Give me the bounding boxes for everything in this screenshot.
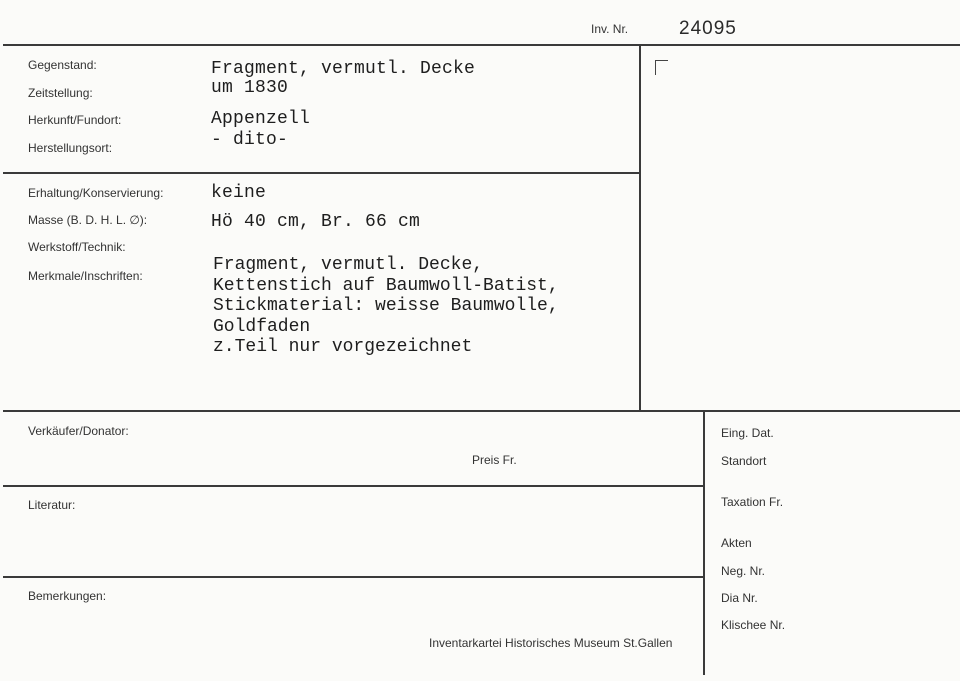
- herkunft-label: Herkunft/Fundort:: [28, 113, 122, 127]
- erhaltung-value: keine: [211, 183, 267, 203]
- verkaeufer-label: Verkäufer/Donator:: [28, 424, 129, 438]
- divider-middle: [3, 410, 960, 412]
- masse-label: Masse (B. D. H. L. ∅):: [28, 213, 148, 227]
- masse-value: Hö 40 cm, Br. 66 cm: [211, 212, 421, 232]
- merkmale-label: Merkmale/Inschriften:: [28, 269, 143, 283]
- bemerkungen-label: Bemerkungen:: [28, 589, 107, 603]
- literatur-label: Literatur:: [28, 498, 76, 512]
- standort-label: Standort: [721, 454, 767, 468]
- divider-admin: [703, 410, 705, 675]
- card-footer: Inventarkartei Historisches Museum St.Gallen: [429, 636, 673, 650]
- zeitstellung-value: um 1830: [211, 78, 289, 98]
- gegenstand-value: Fragment, vermutl. Decke: [211, 59, 476, 79]
- description-line: Fragment, vermutl. Decke,: [213, 255, 484, 275]
- taxation-label: Taxation Fr.: [721, 495, 784, 509]
- zeitstellung-label: Zeitstellung:: [28, 86, 93, 100]
- erhaltung-label: Erhaltung/Konservierung:: [28, 186, 164, 200]
- divider-object: [3, 172, 641, 174]
- description-line: Kettenstich auf Baumwoll-Batist,: [213, 275, 559, 296]
- gegenstand-label: Gegenstand:: [28, 58, 97, 72]
- photo-corner-mark: [655, 60, 668, 75]
- neg-nr-label: Neg. Nr.: [721, 564, 766, 578]
- klischee-nr-label: Klischee Nr.: [721, 618, 786, 632]
- description-block: [213, 255, 559, 358]
- dia-nr-label: Dia Nr.: [721, 591, 758, 605]
- description-line: Goldfaden: [213, 316, 311, 337]
- divider-top: [3, 44, 960, 46]
- akten-label: Akten: [721, 536, 752, 550]
- preis-label: Preis Fr.: [472, 453, 517, 467]
- divider-verkaeufer: [3, 485, 705, 487]
- inv-nr-label: Inv. Nr.: [591, 22, 629, 36]
- divider-literatur: [3, 576, 705, 578]
- description-line: Stickmaterial: weisse Baumwolle,: [213, 296, 559, 316]
- divider-photo: [639, 44, 641, 412]
- herstellungsort-value: - dito-: [211, 130, 289, 150]
- inv-nr-value: 24095: [679, 18, 737, 39]
- herkunft-value: Appenzell: [211, 109, 311, 129]
- eing-dat-label: Eing. Dat.: [721, 426, 774, 440]
- werkstoff-label: Werkstoff/Technik:: [28, 240, 126, 254]
- description-line: z.Teil nur vorgezeichnet: [213, 337, 473, 357]
- herstellungsort-label: Herstellungsort:: [28, 141, 113, 155]
